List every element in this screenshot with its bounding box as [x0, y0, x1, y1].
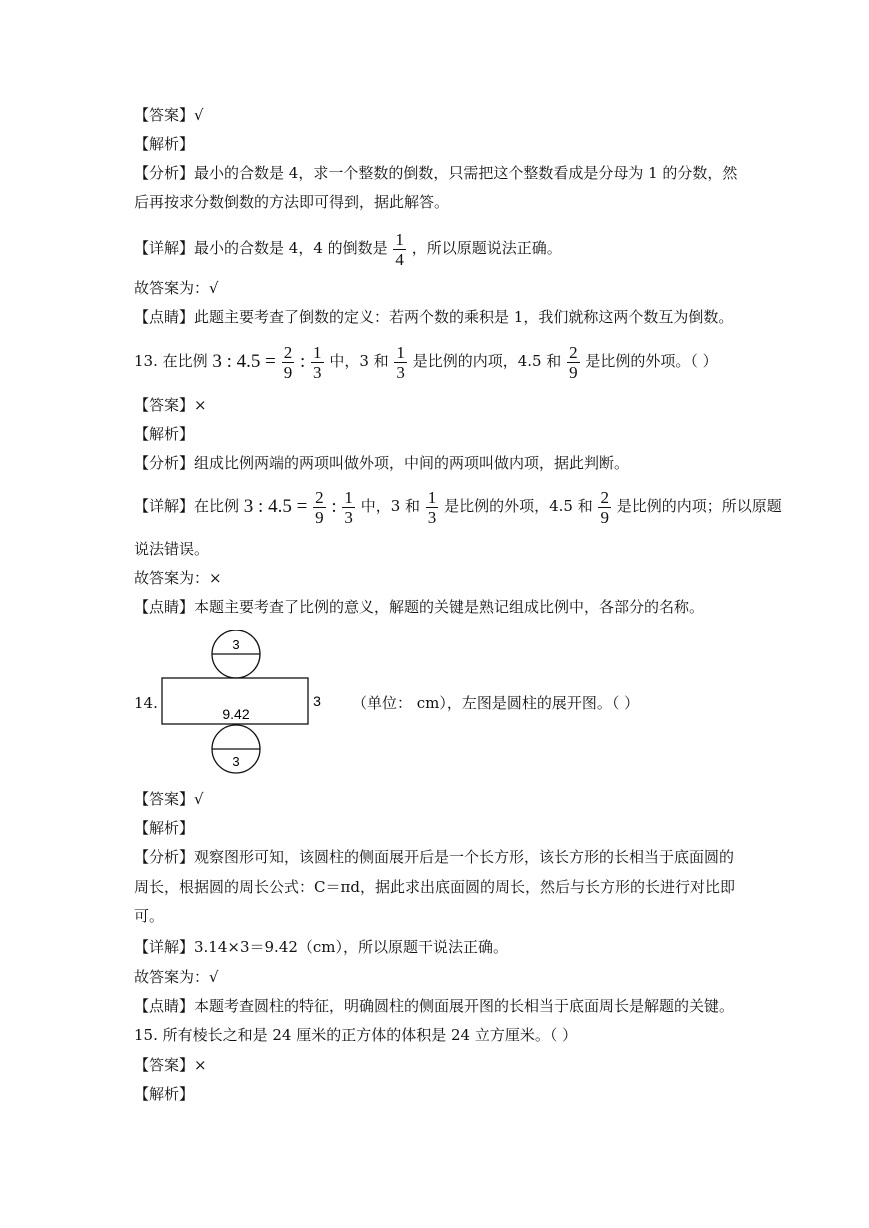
comment-line: 【点睛】本题主要考查了比例的意义，解题的关键是熟记组成比例中，各部分的名称。: [134, 598, 705, 616]
analysis-line: 【分析】观察图形可知，该圆柱的侧面展开后是一个长方形，该长方形的长相当于底面圆的: [134, 848, 735, 866]
question-14-number: 14.: [134, 694, 158, 712]
text-span: 【详解】最小的合数是 4，4 的倒数是: [134, 239, 388, 257]
text-span: ，所以原题说法正确。: [411, 239, 562, 257]
fraction-numerator: 1: [396, 342, 405, 362]
fraction-numerator: 2: [315, 487, 324, 507]
fraction-denominator: 9: [315, 507, 324, 527]
fraction-denominator: 3: [396, 362, 405, 382]
fraction-2-9: [598, 488, 611, 527]
analysis-heading: 【解析】: [134, 819, 195, 837]
ratio-colon: :: [299, 351, 306, 372]
fraction-denominator: 9: [569, 362, 578, 382]
analysis-line-cont: 周长，根据圆的周长公式：C＝πd，据此求出底面圆的周长，然后与长方形的长进行对比即: [134, 878, 735, 896]
fraction-numerator: 1: [313, 342, 322, 362]
fraction-1-3: [342, 488, 355, 527]
question-number: 13. 在比例: [134, 352, 208, 370]
question-15: 15. 所有棱长之和是 24 厘米的正方体的体积是 24 立方厘米。（ ）: [134, 1026, 578, 1044]
fraction-denominator: 9: [283, 362, 293, 382]
top-circle-label: 3: [232, 637, 240, 652]
text-span: 是比例的内项；所以原题: [616, 497, 782, 515]
bottom-base-circle: [212, 725, 260, 773]
fraction-numerator: 1: [344, 487, 353, 507]
ratio-expression: 3 : 4.5 =: [243, 496, 308, 517]
fraction-denominator: 3: [313, 362, 322, 382]
ratio-colon: :: [331, 496, 337, 517]
rectangle-width-label: 3: [313, 693, 321, 709]
fraction-2-9: [567, 343, 580, 382]
analysis-heading: 【解析】: [134, 135, 195, 153]
text-span: 中，3 和: [329, 352, 389, 370]
fraction-denominator: 3: [427, 507, 437, 527]
fraction-2-9: [313, 488, 326, 527]
fraction-denominator: 4: [395, 249, 404, 269]
bottom-circle-label: 3: [232, 754, 240, 769]
analysis-line: 【分析】组成比例两端的两项叫做外项，中间的两项叫做内项，据此判断。: [134, 454, 630, 472]
fraction-numerator: 1: [427, 487, 437, 507]
rectangle-length-label: 9.42: [222, 706, 250, 722]
text-span: 是比例的外项。（ ）: [585, 352, 718, 370]
lateral-rectangle: [162, 678, 321, 724]
comment-line: 【点睛】本题考查圆柱的特征，明确圆柱的侧面展开图的长相当于底面周长是解题的关键。: [134, 997, 735, 1015]
detail-line: [134, 228, 562, 269]
fraction-numerator: 2: [283, 342, 293, 362]
top-base-circle: [212, 630, 260, 678]
answer-line: 【答案】√: [134, 106, 204, 124]
text-span: 【详解】在比例: [134, 497, 240, 515]
text-span: 是比例的内项，4.5 和: [412, 352, 562, 370]
detail-line: 【详解】3.14×3＝9.42（cm），所以原题干说法正确。: [134, 938, 509, 956]
analysis-line: 【分析】最小的合数是 4，求一个整数的倒数，只需把这个整数看成是分母为 1 的分数，然: [134, 164, 738, 182]
fraction-denominator: 9: [600, 507, 609, 527]
conclusion-line: 故答案为：√: [134, 279, 219, 297]
question-14-text: （单位： cm），左图是圆柱的展开图。（ ）: [352, 694, 640, 712]
answer-line: 【答案】√: [134, 790, 204, 808]
fraction-1-3: [394, 343, 407, 382]
analysis-line-cont: 可。: [134, 907, 165, 925]
detail-line: [134, 486, 782, 527]
answer-line: 【答案】×: [134, 396, 207, 414]
fraction-numerator: 2: [569, 342, 578, 362]
cylinder-net-figure: [160, 630, 330, 778]
conclusion-line: 故答案为：×: [134, 569, 222, 587]
text-span: 中，3 和: [360, 497, 421, 515]
fraction-numerator: 1: [395, 229, 404, 249]
fraction-denominator: 3: [344, 507, 353, 527]
fraction-1-3: [311, 343, 324, 382]
ratio-expression: 3 : 4.5 =: [212, 351, 276, 372]
analysis-heading: 【解析】: [134, 425, 195, 443]
analysis-heading: 【解析】: [134, 1085, 195, 1103]
analysis-line-cont: 后再按求分数倒数的方法即可得到，据此解答。: [134, 193, 450, 211]
fraction-2-9: [282, 343, 295, 382]
question-13: [134, 341, 718, 382]
detail-line-cont: 说法错误。: [134, 540, 210, 558]
comment-line: 【点睛】此题主要考查了倒数的定义：若两个数的乘积是 1，我们就称这两个数互为倒数。: [134, 308, 734, 326]
answer-line: 【答案】×: [134, 1056, 207, 1074]
conclusion-line: 故答案为：√: [134, 968, 219, 986]
fraction-1-3: [426, 488, 439, 527]
fraction-numerator: 2: [600, 487, 609, 507]
fraction-1-4: [393, 230, 406, 269]
text-span: 是比例的外项，4.5 和: [444, 497, 593, 515]
